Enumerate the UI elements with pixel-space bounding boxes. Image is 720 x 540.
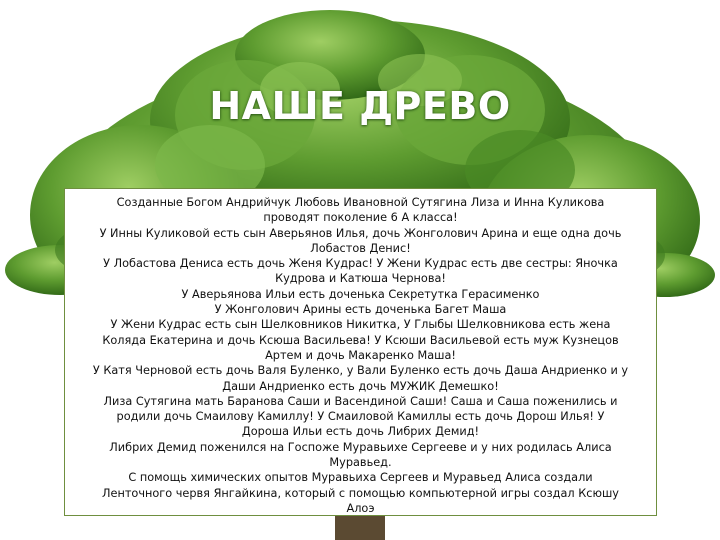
story-text-box: [64, 188, 657, 516]
story-line: проводят поколение 6 А класса!: [263, 211, 458, 225]
story-line: Кудрова и Катюша Чернова!: [275, 272, 446, 286]
story-line: Даши Андриенко есть дочь МУЖИК Демешко!: [222, 379, 499, 393]
story-line: У Жонголович Арины есть доченька Багет Маша: [214, 303, 507, 317]
story-line: С помощь химических опытов Муравьиха Сергеев и Муравьед Алиса создали: [128, 471, 593, 485]
story-line: У Лобастова Дениса есть дочь Женя Кудрас! У Жени Кудрас есть две сестры: Яночка: [103, 257, 618, 271]
story-line: Дороша Ильи есть дочь Либрих Демид!: [241, 425, 480, 439]
story-line: У Катя Черновой есть дочь Валя Буленко, у Вали Буленко есть дочь Даша Андриенко и у: [92, 364, 629, 378]
story-line: Алоэ: [346, 501, 375, 515]
story-line: родили дочь Смаилову Камиллу! У Смаиловой Камиллы есть дочь Дорош Илья! У: [116, 410, 605, 424]
story-line: У Аверьянова Ильи есть доченька Секретутка Герасименко: [181, 287, 540, 301]
story-line: Ленточного червя Янгайкина, который с помощью компьютерной игры создал Ксюшу: [102, 486, 619, 500]
story-line: Артем и дочь Макаренко Маша!: [265, 348, 456, 362]
slide-title: НАШЕ ДРЕВО: [209, 84, 511, 128]
story-line: Лиза Сутягина мать Баранова Саши и Васендиной Саши! Саша и Саша поженились и: [103, 394, 618, 408]
story-line: У Инны Куликовой есть сын Аверьянов Илья, дочь Жонголович Арина и еще одна дочь: [99, 226, 622, 240]
story-line: Созданные Богом Андрийчук Любовь Ивановной Сутягина Лиза и Инна Куликова: [116, 196, 605, 209]
story-line: У Жени Кудрас есть сын Шелковников Никитка, У Глыбы Шелковникова есть жена: [110, 318, 611, 332]
story-line: Лобастов Денис!: [310, 241, 411, 255]
story-line: Либрих Демид поженился на Госпоже Муравьихе Сергееве и у них родилась Алиса: [109, 440, 612, 454]
story-line: Коляда Екатерина и дочь Ксюша Васильева! У Ксюши Васильевой есть муж Кузнецов: [102, 333, 619, 347]
story-line: Муравьед.: [329, 456, 392, 470]
